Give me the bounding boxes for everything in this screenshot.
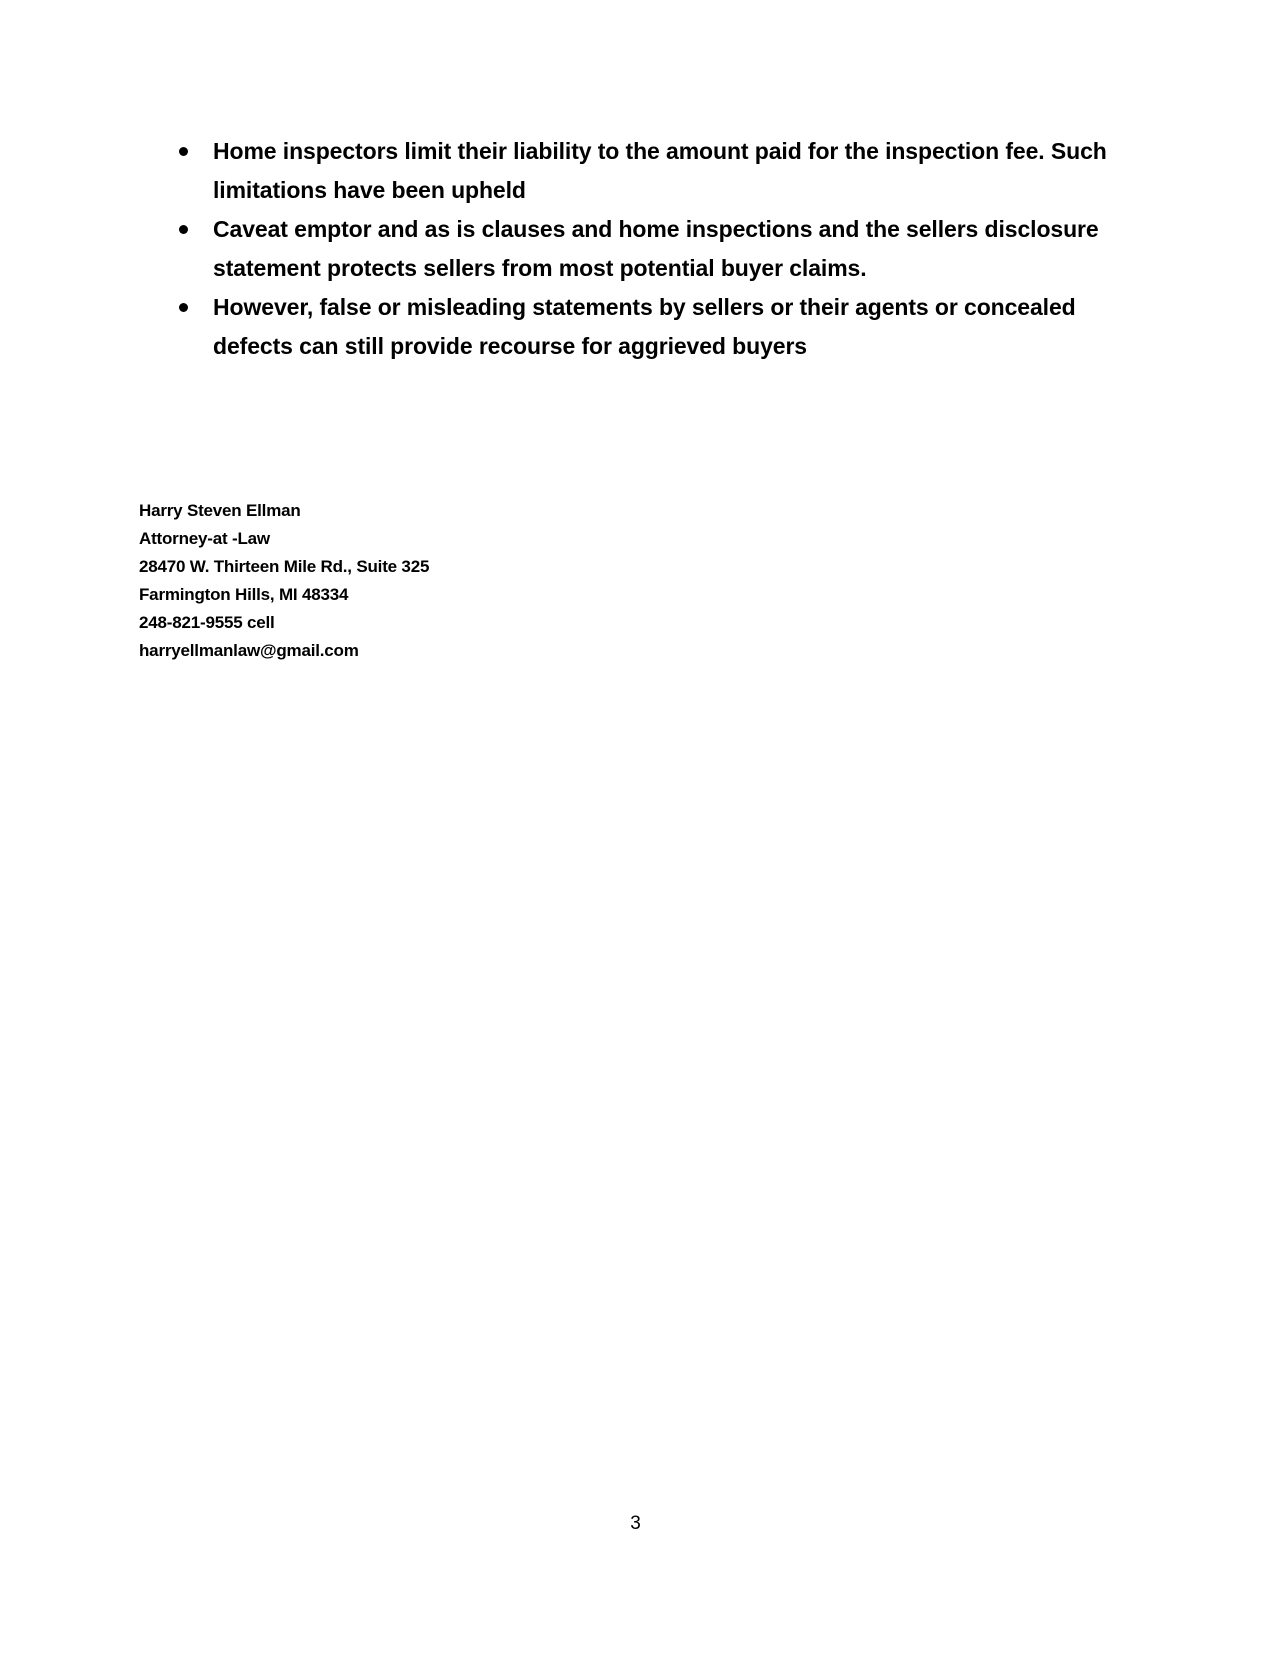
page-number: 3 [630, 1513, 641, 1534]
bullet-icon [179, 303, 188, 312]
signature-title: Attorney-at -Law [139, 529, 270, 548]
signature-email: harryellmanlaw@gmail.com [139, 641, 359, 660]
signature-address-line1: 28470 W. Thirteen Mile Rd., Suite 325 [139, 557, 430, 576]
bullet-text: Home inspectors limit their liability to the amount paid for the inspection fee. Such limitations have been upheld [213, 138, 1107, 203]
bullet-item [176, 210, 1116, 288]
bullet-icon [179, 225, 188, 234]
bullet-text: However, false or misleading statements by sellers or their agents or concealed defects can still provide recourse for aggrieved buyers [213, 294, 1076, 359]
bullet-icon [179, 147, 188, 156]
signature-phone: 248-821-9555 cell [139, 613, 275, 632]
signature-block [139, 497, 739, 665]
bullet-item [176, 288, 1116, 366]
signature-name: Harry Steven Ellman [139, 501, 301, 520]
bullet-list [176, 132, 1116, 366]
bullet-item [176, 132, 1116, 210]
signature-address-line2: Farmington Hills, MI 48334 [139, 585, 349, 604]
bullet-text: Caveat emptor and as is clauses and home inspections and the sellers disclosure statement protects sellers from most potential buyer claims. [213, 216, 1099, 281]
